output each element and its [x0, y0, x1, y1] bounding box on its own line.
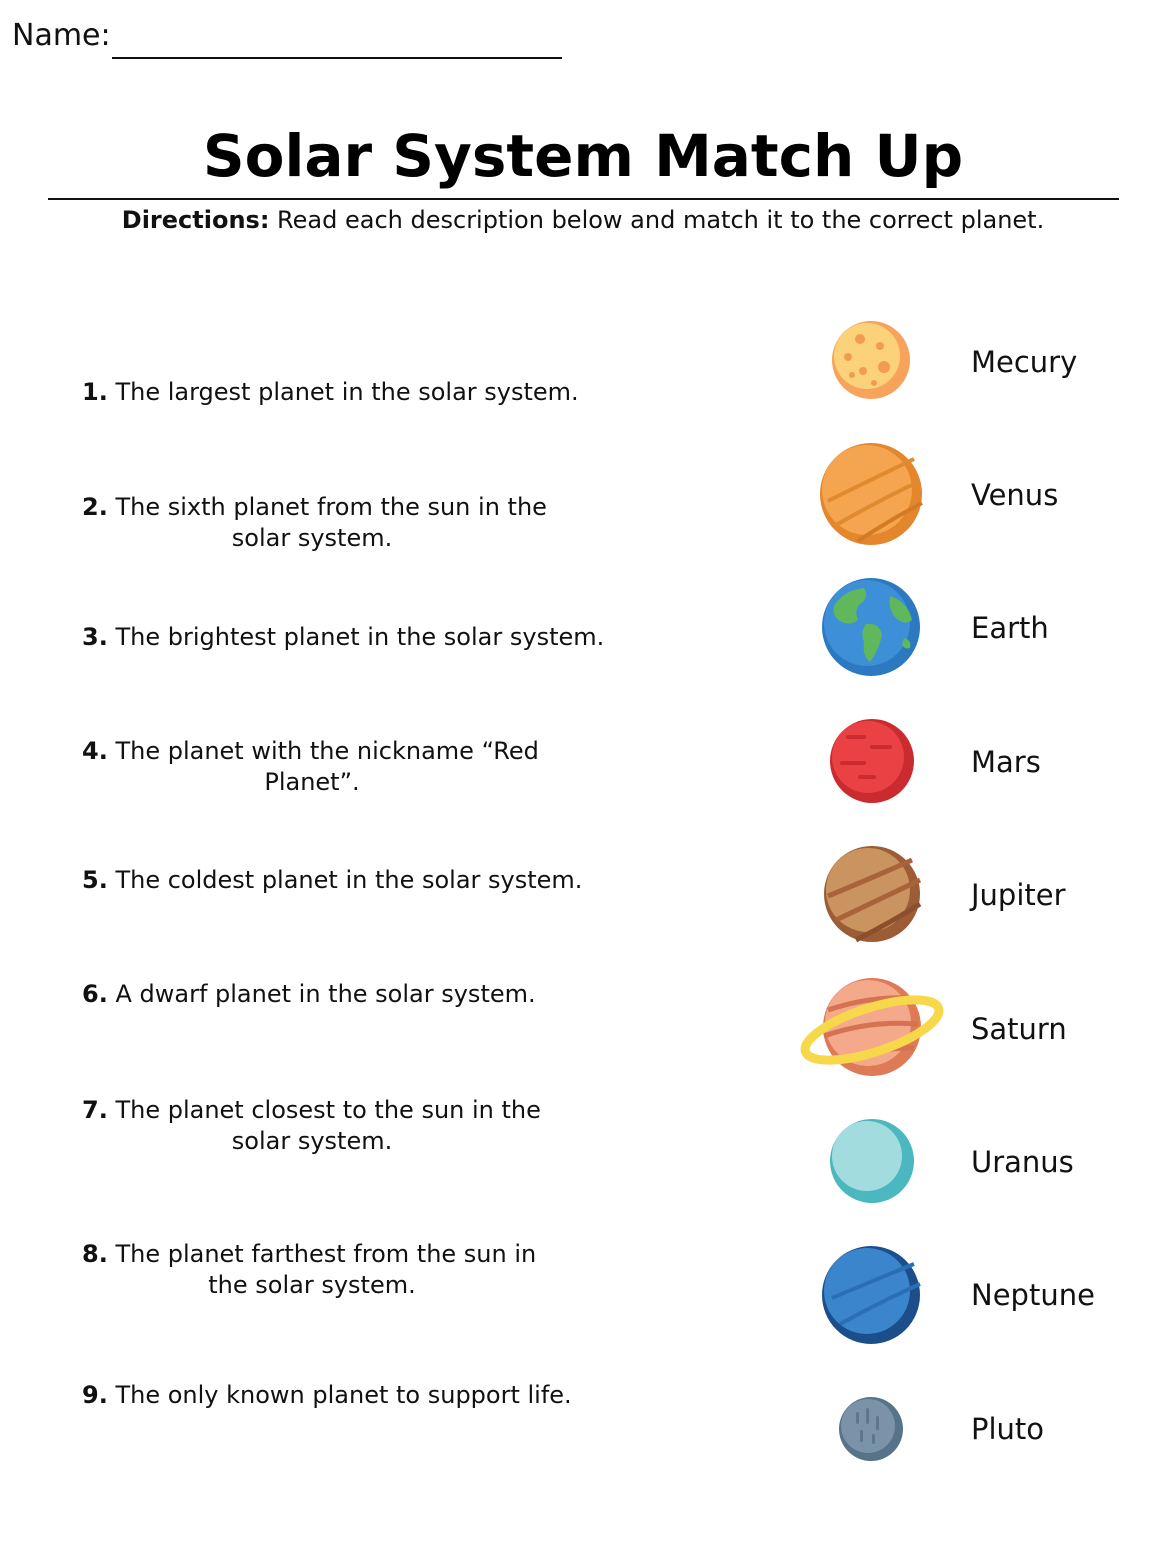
description-text: The only known planet to support life. — [107, 1381, 572, 1409]
planet-name-uranus: Uranus — [971, 1145, 1074, 1179]
description-text: The planet with the nickname “Red — [107, 737, 539, 765]
description-number: 9. — [82, 1381, 108, 1409]
venus-icon[interactable] — [818, 441, 924, 547]
description-number: 3. — [82, 623, 108, 651]
description-item-1 — [82, 377, 622, 408]
directions-label: Directions: — [121, 206, 270, 234]
description-item-5 — [82, 865, 622, 896]
jupiter-icon[interactable] — [822, 844, 922, 944]
directions — [0, 204, 1160, 236]
description-text: A dwarf planet in the solar system. — [107, 980, 536, 1008]
description-text-continued: the solar system. — [208, 1271, 416, 1299]
description-text: The coldest planet in the solar system. — [107, 866, 583, 894]
neptune-icon[interactable] — [820, 1244, 922, 1346]
uranus-icon[interactable] — [828, 1117, 916, 1205]
planet-name-mercury: Mecury — [971, 345, 1078, 379]
description-text: The planet closest to the sun in the — [107, 1096, 541, 1124]
description-number: 7. — [82, 1096, 108, 1124]
planet-name-earth: Earth — [971, 611, 1049, 645]
description-item-9 — [82, 1380, 622, 1411]
planet-name-neptune: Neptune — [971, 1278, 1095, 1312]
planet-name-pluto: Pluto — [971, 1412, 1045, 1446]
name-label: Name: — [12, 18, 111, 53]
description-number: 8. — [82, 1240, 108, 1268]
description-text: The planet farthest from the sun in — [107, 1240, 537, 1268]
directions-text: Read each description below and match it to the correct planet. — [269, 206, 1045, 234]
description-item-4 — [82, 736, 622, 798]
title-divider — [48, 198, 1119, 200]
planet-name-mars: Mars — [971, 745, 1041, 779]
description-text: The sixth planet from the sun in the — [107, 493, 547, 521]
description-number: 2. — [82, 493, 108, 521]
description-number: 6. — [82, 980, 108, 1008]
description-number: 4. — [82, 737, 108, 765]
planet-name-jupiter: Jupiter — [971, 878, 1066, 912]
earth-icon[interactable] — [820, 576, 922, 678]
description-item-3 — [82, 622, 622, 653]
description-item-6 — [82, 979, 622, 1010]
name-field[interactable] — [12, 14, 572, 62]
description-text-continued: Planet”. — [264, 768, 360, 796]
description-number: 1. — [82, 378, 108, 406]
description-item-2 — [82, 492, 622, 554]
planet-name-saturn: Saturn — [971, 1012, 1067, 1046]
description-text-continued: solar system. — [231, 524, 393, 552]
description-text-continued: solar system. — [231, 1127, 393, 1155]
pluto-icon[interactable] — [838, 1396, 904, 1462]
description-number: 5. — [82, 866, 108, 894]
saturn-icon[interactable] — [800, 976, 944, 1078]
description-text: The brightest planet in the solar system. — [107, 623, 605, 651]
description-item-8 — [82, 1239, 622, 1301]
worksheet-title: Solar System Match Up — [202, 122, 964, 190]
mars-icon[interactable] — [828, 717, 916, 805]
description-text: The largest planet in the solar system. — [107, 378, 579, 406]
name-blank-line[interactable] — [112, 57, 562, 59]
description-item-7 — [82, 1095, 622, 1157]
planet-name-venus: Venus — [971, 478, 1059, 512]
mercury-icon[interactable] — [830, 319, 912, 401]
